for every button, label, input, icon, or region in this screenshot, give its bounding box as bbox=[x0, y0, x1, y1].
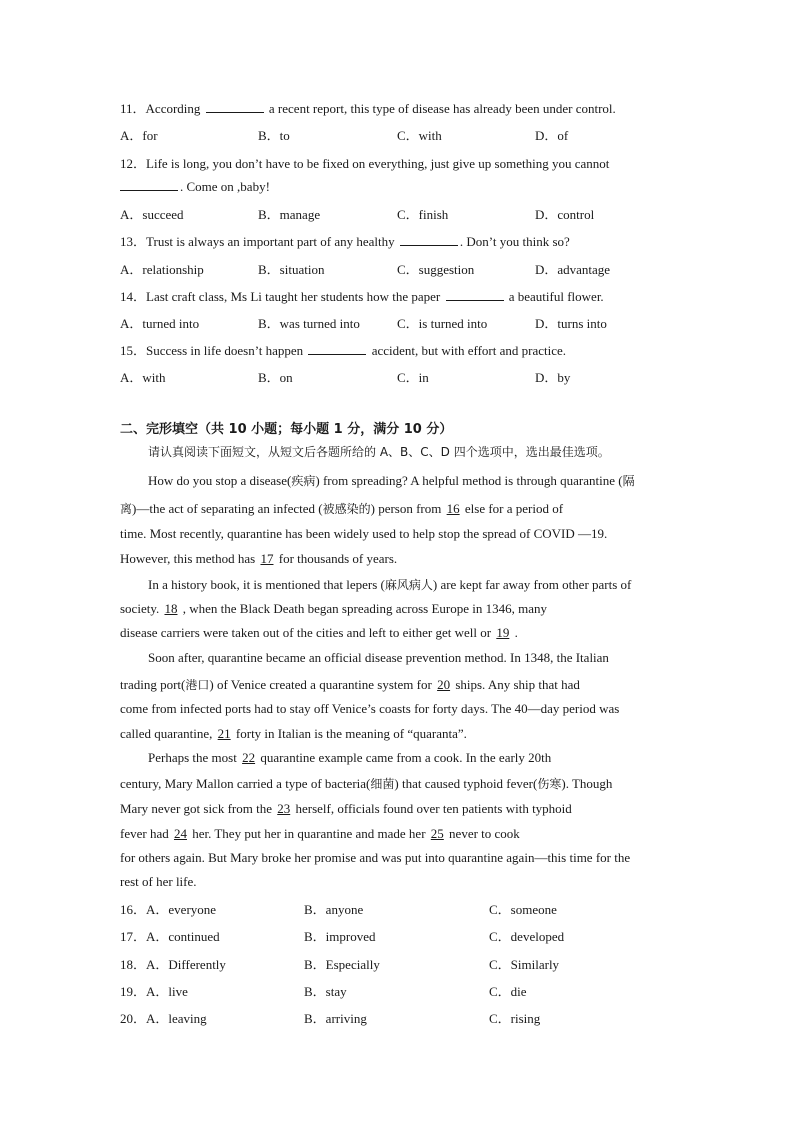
option-c: C．finish bbox=[397, 207, 449, 222]
options-19 bbox=[120, 981, 680, 997]
passage-line bbox=[120, 826, 680, 842]
question-text: Trust is always an important part of any healthy bbox=[146, 234, 395, 249]
answer-blank bbox=[400, 235, 458, 246]
option-c: C．suggestion bbox=[397, 262, 475, 277]
text-span: 离 bbox=[120, 502, 133, 516]
text-span: A．everyone bbox=[146, 902, 217, 917]
text-span: , when the Black Death began spreading across Europe in 1346, many bbox=[179, 601, 547, 616]
text-span: ) that caused typhoid fever( bbox=[394, 776, 538, 791]
text-span: century, Mary Mallon carried a type of bacteria( bbox=[120, 776, 371, 791]
option-d: D．advantage bbox=[535, 262, 611, 277]
option bbox=[120, 926, 220, 945]
question-12 bbox=[120, 153, 609, 172]
option-d: D．of bbox=[535, 128, 569, 143]
question-text: . Come on ,baby! bbox=[180, 179, 270, 194]
passage-line bbox=[120, 801, 680, 817]
option-c: C．in bbox=[397, 370, 429, 385]
blank-17: 17 bbox=[260, 551, 274, 566]
text-span: herself, officials found over ten patients with typhoid bbox=[292, 801, 572, 816]
blank-18: 18 bbox=[164, 601, 178, 616]
options-11 bbox=[120, 125, 680, 141]
text-span: ). Though bbox=[561, 776, 613, 791]
answer-blank bbox=[206, 102, 264, 113]
question-text: . Don’t you think so? bbox=[459, 234, 570, 249]
blank-24: 24 bbox=[173, 826, 187, 841]
question-15 bbox=[120, 340, 566, 359]
passage-line bbox=[120, 472, 708, 489]
option-b: B．on bbox=[258, 370, 293, 385]
text-span: ) from spreading? A helpful method is through quarantine ( bbox=[315, 473, 623, 488]
blank-21: 21 bbox=[217, 726, 231, 741]
options-15 bbox=[120, 367, 680, 383]
text-span: ships. Any ship that had bbox=[452, 677, 580, 692]
passage-line bbox=[120, 676, 680, 693]
blank-19: 19 bbox=[496, 625, 510, 640]
option-b: B．to bbox=[258, 128, 290, 143]
question-text: According bbox=[145, 101, 201, 116]
question-14 bbox=[120, 286, 604, 305]
text-span: 隔 bbox=[622, 474, 635, 488]
text-span: forty in Italian is the meaning of “quaranta”. bbox=[232, 726, 467, 741]
section-title: 二、完形填空（共 10 小题；每小题 1 分，满分 10 分） bbox=[120, 422, 453, 437]
passage-line: come from infected ports had to stay off Venice’s coasts for forty days. The 40—day period was bbox=[120, 701, 620, 716]
text-span: A．live bbox=[146, 984, 188, 999]
text-span: A．Differently bbox=[146, 957, 226, 972]
text-span: C．developed bbox=[489, 929, 565, 944]
options-14 bbox=[120, 313, 680, 329]
text-span: . bbox=[511, 625, 518, 640]
option-a: A．for bbox=[120, 128, 158, 143]
text-span: 17． bbox=[120, 929, 147, 944]
option-a: A．turned into bbox=[120, 316, 200, 331]
option-a: A．with bbox=[120, 370, 166, 385]
text-span: ) are kept far away from other parts of bbox=[432, 577, 632, 592]
passage-line bbox=[120, 551, 680, 567]
text-span: B．arriving bbox=[304, 1011, 367, 1026]
passage-line: time. Most recently, quarantine has been widely used to help stop the spread of COVID —19. bbox=[120, 526, 608, 541]
passage-line bbox=[120, 601, 680, 617]
question-text: a recent report, this type of disease has already been under control. bbox=[268, 101, 616, 116]
text-span: B．improved bbox=[304, 929, 376, 944]
text-span: for thousands of years. bbox=[275, 551, 398, 566]
option bbox=[120, 899, 216, 918]
text-span: 港口 bbox=[185, 678, 210, 692]
text-span: C．die bbox=[489, 984, 527, 999]
text-span: 伤寒 bbox=[537, 777, 562, 791]
text-span: ) person from bbox=[370, 501, 445, 516]
options-13 bbox=[120, 259, 680, 275]
options-12 bbox=[120, 204, 680, 220]
text-span: never to cook bbox=[445, 826, 520, 841]
blank-16: 16 bbox=[446, 501, 460, 516]
passage-line: Soon after, quarantine became an official disease prevention method. In 1348, the Italian bbox=[148, 650, 609, 665]
passage-line bbox=[120, 726, 680, 742]
option-d: D．by bbox=[535, 370, 571, 385]
text-span: else for a period of bbox=[461, 501, 564, 516]
answer-blank bbox=[308, 344, 366, 355]
options-17 bbox=[120, 926, 680, 942]
option bbox=[120, 981, 188, 1000]
text-span: Perhaps the most bbox=[148, 750, 241, 765]
option-b: B．manage bbox=[258, 207, 321, 222]
passage-line bbox=[120, 576, 708, 593]
text-span: )—the act of separating an infected ( bbox=[132, 501, 323, 516]
question-text: Success in life doesn’t happen bbox=[146, 343, 304, 358]
question-text: Last craft class, Ms Li taught her students how the paper bbox=[146, 289, 441, 304]
option-c: C．with bbox=[397, 128, 442, 143]
text-span: 被感染的 bbox=[322, 502, 371, 516]
question-text: a beautiful flower. bbox=[508, 289, 604, 304]
text-span: 疾病 bbox=[291, 474, 316, 488]
text-span: society. bbox=[120, 601, 163, 616]
text-span: Mary never got sick from the bbox=[120, 801, 276, 816]
answer-blank bbox=[120, 180, 178, 191]
text-span: B．anyone bbox=[304, 902, 364, 917]
question-11 bbox=[120, 98, 616, 117]
text-span: A．continued bbox=[146, 929, 220, 944]
blank-20: 20 bbox=[437, 677, 451, 692]
text-span: disease carriers were taken out of the cities and left to either get well or bbox=[120, 625, 495, 640]
text-span: called quarantine, bbox=[120, 726, 216, 741]
text-span: However, this method has bbox=[120, 551, 259, 566]
passage-line bbox=[120, 625, 680, 641]
option bbox=[120, 954, 226, 973]
question-number: 14． bbox=[120, 289, 147, 304]
text-span: 麻风病人 bbox=[384, 578, 433, 592]
text-span: 细菌 bbox=[370, 777, 395, 791]
passage-line: for others again. But Mary broke her promise and was put into quarantine again—this time for the bbox=[120, 850, 631, 865]
text-span: C．someone bbox=[489, 902, 557, 917]
passage-line bbox=[120, 775, 680, 792]
blank-25: 25 bbox=[430, 826, 444, 841]
passage-line bbox=[120, 750, 708, 766]
text-span: B．Especially bbox=[304, 957, 380, 972]
question-number: 12． bbox=[120, 156, 147, 171]
question-text: accident, but with effort and practice. bbox=[371, 343, 567, 358]
text-span: quarantine example came from a cook. In the early 20th bbox=[257, 750, 552, 765]
text-span: C．Similarly bbox=[489, 957, 560, 972]
passage-line bbox=[120, 500, 680, 517]
question-text: Life is long, you don’t have to be fixed on everything, just give up something you cannot bbox=[146, 156, 610, 171]
question-13 bbox=[120, 231, 570, 250]
text-span: B．stay bbox=[304, 984, 347, 999]
options-18 bbox=[120, 954, 680, 970]
section-instruction: 请认真阅读下面短文，从短文后各题所给的 A、B、C、D 四个选项中，选出最佳选项。 bbox=[148, 445, 610, 459]
option bbox=[120, 1008, 207, 1027]
question-number: 11． bbox=[120, 101, 146, 116]
text-span: 19． bbox=[120, 984, 147, 999]
option-a: A．relationship bbox=[120, 262, 204, 277]
option-d: D．control bbox=[535, 207, 595, 222]
text-span: How do you stop a disease( bbox=[148, 473, 292, 488]
question-number: 15． bbox=[120, 343, 147, 358]
blank-23: 23 bbox=[277, 801, 291, 816]
option-c: C．is turned into bbox=[397, 316, 488, 331]
option-a: A．succeed bbox=[120, 207, 184, 222]
text-span: A．leaving bbox=[146, 1011, 207, 1026]
option-b: B．situation bbox=[258, 262, 325, 277]
option-d: D．turns into bbox=[535, 316, 607, 331]
text-span: In a history book, it is mentioned that lepers ( bbox=[148, 577, 385, 592]
question-12-line2 bbox=[120, 179, 270, 195]
text-span: ) of Venice created a quarantine system for bbox=[209, 677, 436, 692]
text-span: fever had bbox=[120, 826, 172, 841]
options-16 bbox=[120, 899, 680, 915]
answer-blank bbox=[446, 290, 504, 301]
text-span: 18． bbox=[120, 957, 147, 972]
options-20 bbox=[120, 1008, 680, 1024]
text-span: her. They put her in quarantine and made her bbox=[188, 826, 429, 841]
option-b: B．was turned into bbox=[258, 316, 360, 331]
text-span: C．rising bbox=[489, 1011, 541, 1026]
question-number: 13． bbox=[120, 234, 147, 249]
text-span: 16． bbox=[120, 902, 147, 917]
text-span: trading port( bbox=[120, 677, 186, 692]
passage-line: rest of her life. bbox=[120, 874, 197, 889]
blank-22: 22 bbox=[242, 750, 256, 765]
text-span: 20． bbox=[120, 1011, 147, 1026]
